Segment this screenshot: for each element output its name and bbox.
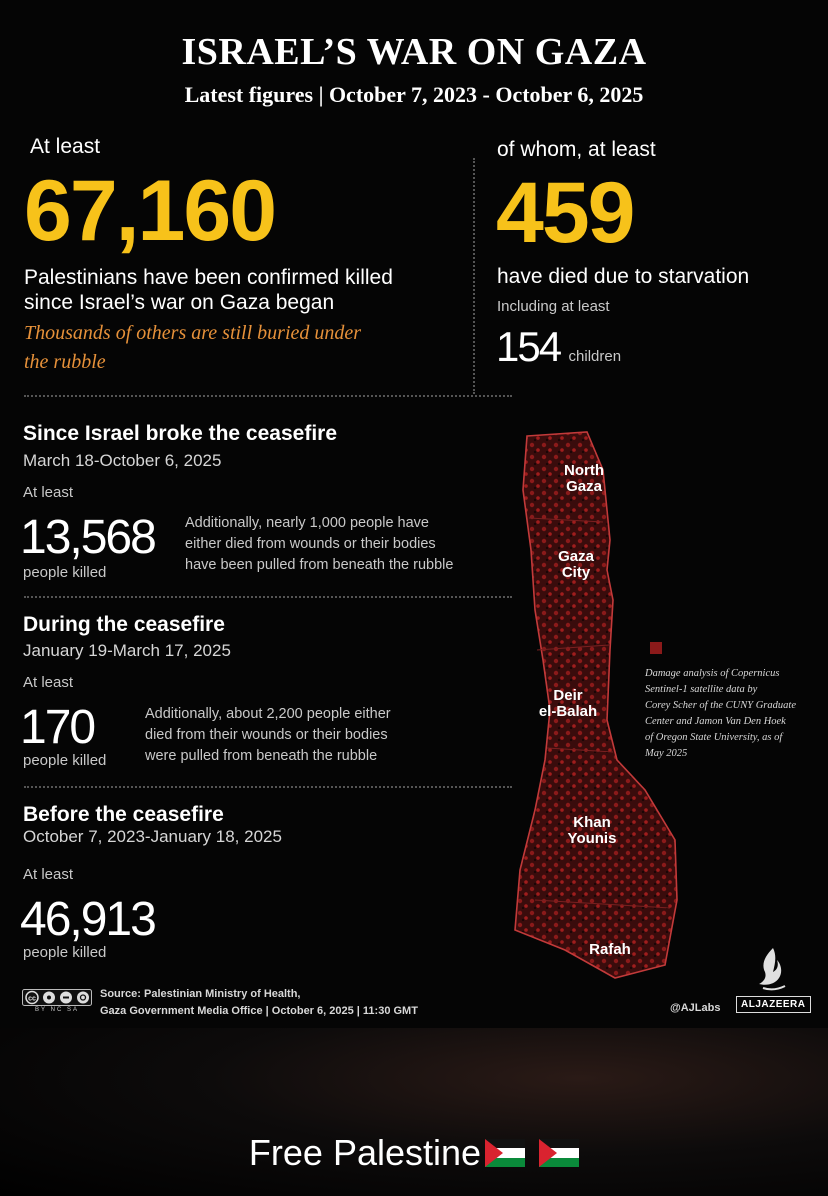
caption-text: Free Palestine: [248, 1132, 482, 1173]
infographic-subtitle: Latest figures | October 7, 2023 - October 6, 2025: [184, 82, 644, 107]
section-divider: [24, 395, 512, 397]
killed-description: Palestinians have been confirmed killed since Israel’s war on Gaza began: [24, 266, 393, 314]
infographic-title: ISRAEL’S WAR ON GAZA: [181, 31, 647, 73]
people-killed-label: people killed: [23, 944, 107, 961]
section-number: 13,568: [20, 511, 155, 564]
map-credit: Damage analysis of Copernicus Sentinel-1 satellite data by Corey Scher of the CUNY Graduate Center and Jamon Van Den Hoek of Oregon State University, as of May 2025: [645, 668, 796, 759]
killed-prefix: At least: [30, 135, 101, 158]
section-dates: October 7, 2023-January 18, 2025: [23, 827, 282, 846]
section-divider: [24, 596, 512, 598]
map-label-deir-el-balah: Deir el-Balah: [538, 687, 598, 720]
palestine-flag-icon: [485, 1139, 525, 1167]
starvation-number: 459: [496, 165, 634, 261]
section-dates: January 19-March 17, 2025: [23, 641, 231, 660]
map-label-rafah: Rafah: [589, 941, 631, 958]
at-least-label: At least: [23, 866, 74, 883]
svg-text:cc: cc: [28, 995, 36, 1003]
killed-number: 67,160: [24, 163, 276, 259]
starvation-prefix: of whom, at least: [497, 138, 656, 161]
legend-swatch: [650, 642, 662, 654]
column-divider: [473, 158, 475, 394]
people-killed-label: people killed: [23, 752, 107, 769]
map-label-khan-younis: Khan Younis: [567, 814, 617, 847]
starvation-description: have died due to starvation: [497, 265, 750, 288]
aljazeera-logo-icon: [755, 946, 791, 992]
section-heading: Since Israel broke the ceasefire: [23, 422, 338, 445]
ajlabs-handle: @AJLabs: [670, 1002, 721, 1014]
source-credit: Source: Palestinian Ministry of Health, Gaza Government Media Office | October 6, 2025 | 11:30 GMT: [100, 988, 418, 1017]
map-label-north-gaza: North Gaza: [564, 462, 604, 495]
license-text: BY NC SA: [35, 1007, 79, 1013]
post-caption: [0, 1132, 828, 1174]
section-number: 46,913: [20, 893, 155, 946]
section-heading: During the ceasefire: [23, 613, 225, 636]
additional-note: Additionally, about 2,200 people either died from their wounds or their bodies were pulled from beneath the rubble: [145, 706, 391, 764]
aljazeera-brand: ALJAZEERA: [736, 996, 811, 1013]
at-least-label: At least: [23, 484, 74, 501]
at-least-label: At least: [23, 674, 74, 691]
section-divider: [24, 786, 512, 788]
including-label: Including at least: [497, 298, 610, 315]
map-label-gaza-city: Gaza City: [558, 548, 594, 581]
rubble-note: Thousands of others are still buried under the rubble: [24, 322, 362, 373]
additional-note: Additionally, nearly 1,000 people have either died from wounds or their bodies have been pulled from beneath the rubble: [185, 515, 454, 573]
section-heading: Before the ceasefire: [23, 803, 224, 826]
section-number: 170: [20, 701, 95, 754]
cc-license-icon: [22, 989, 92, 1018]
children-count: 154 children: [496, 323, 622, 370]
people-killed-label: people killed: [23, 564, 107, 581]
section-dates: March 18-October 6, 2025: [23, 451, 222, 470]
palestine-flag-icon: [539, 1139, 579, 1167]
